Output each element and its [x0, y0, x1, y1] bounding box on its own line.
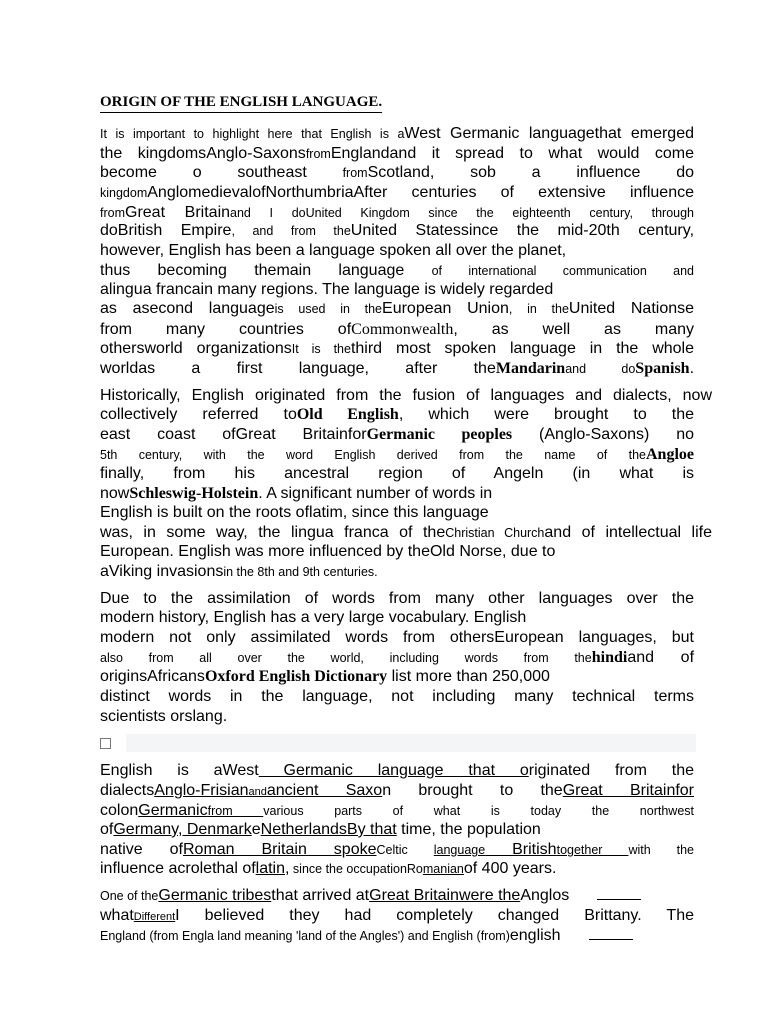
text-segment: Great Britainfor [235, 426, 367, 443]
text-segment: European. English was more influenced by theOld Norse, due to [100, 543, 556, 560]
text-segment: latin, [255, 860, 290, 877]
text-segment: modern history, English has a very large vocabulary. English [100, 609, 527, 626]
text-segment: from [342, 166, 368, 180]
text-segment: kingdom [100, 186, 148, 200]
text-segment: United Nationse [568, 300, 695, 317]
text-segment: worldas a first language, after the [100, 360, 496, 377]
text-line [100, 820, 694, 840]
text-line [100, 562, 694, 582]
text-line [100, 405, 694, 425]
text-segment: now [100, 485, 130, 502]
text-segment: and of [627, 649, 695, 666]
text-segment: Great Britain [369, 887, 459, 904]
text-segment: Ro [406, 862, 423, 876]
text-segment: in the 8th and 9th centuries. [223, 565, 378, 579]
text-line [100, 241, 694, 261]
text-segment: from [305, 147, 331, 161]
text-segment: from [100, 206, 125, 220]
text-segment: Germany, Denmark [113, 821, 252, 838]
text-segment: influence acrolethal of [100, 860, 256, 877]
text-segment: alingua francain many regions. The language is widely regarded [100, 281, 554, 298]
text-line [100, 648, 694, 668]
text-line [100, 589, 694, 609]
text-line [100, 608, 694, 628]
text-segment: Germanic tribes [158, 887, 272, 904]
text-segment: and of intellectual life [544, 524, 713, 541]
text-line [100, 761, 694, 781]
text-segment: Roman Britain spoke [182, 841, 377, 858]
text-segment: . A significant number of words in [258, 485, 493, 502]
text-segment: language [433, 843, 486, 857]
text-segment: England (from Engla land meaning 'land of the Angles') and English (from) [100, 929, 510, 943]
text-segment: Commonwealth [351, 321, 454, 338]
text-segment: also from all over the world, including words from the [100, 651, 592, 665]
text-segment: One of the [100, 889, 159, 903]
text-segment: that arrived at [271, 887, 370, 904]
text-segment: Old English [296, 406, 399, 423]
text-segment: (Anglo-Saxons) no [512, 426, 695, 443]
text-segment: Spanish [635, 360, 690, 377]
text-segment: English is aWest [100, 762, 259, 779]
text-line [100, 320, 694, 340]
text-line [100, 687, 694, 707]
text-segment: , which were brought to the [398, 406, 695, 423]
text-segment: It is the [291, 342, 351, 356]
text-segment: Historically, English originated from the fusion of languages and dialects, now [100, 387, 712, 404]
text-line [100, 523, 712, 543]
text-segment: n brought to the [382, 782, 563, 799]
text-segment: from [207, 804, 264, 818]
text-line [100, 280, 694, 300]
text-segment: NetherlandsBy that [260, 821, 397, 838]
text-line [100, 667, 694, 687]
text-segment: modern not only assimilated words from others [100, 629, 495, 646]
text-segment: ancient Saxo [266, 782, 383, 799]
text-segment: Viking invasions [108, 563, 224, 580]
text-segment: Oxford English Dictionary [204, 668, 388, 685]
text-line [100, 801, 694, 821]
text-segment: , as well as many [453, 321, 694, 338]
text-segment: and [248, 786, 267, 798]
text-segment: . [689, 360, 695, 377]
text-segment: since the occupation [289, 862, 407, 876]
text-segment: colon [100, 802, 139, 819]
text-segment: Anglos [520, 887, 570, 904]
text-segment: Due to the assimilation of words from many other languages over the [100, 590, 694, 607]
text-line [100, 359, 694, 379]
text-segment: a [100, 563, 109, 580]
document-title: ORIGIN OF THE ENGLISH LANGUAGE. [100, 94, 382, 113]
text-segment: , but [652, 629, 694, 646]
text-segment: manian [422, 862, 464, 876]
text-segment: third most spoken language in the whole [350, 340, 695, 357]
text-line [100, 484, 694, 504]
text-segment: and do [565, 362, 636, 376]
text-segment: with the [628, 843, 695, 857]
text-segment: othersworld organizations [100, 340, 292, 357]
text-line [100, 183, 694, 203]
text-segment: native of [100, 841, 183, 858]
text-line [100, 425, 694, 445]
text-segment: West Germanic languagethat emerged [404, 125, 694, 142]
text-segment: English is built on the roots oflatim, since this language [100, 504, 489, 521]
fill-in-blank [589, 927, 633, 940]
text-line [100, 203, 694, 223]
text-line [100, 840, 694, 860]
text-segment: the kingdoms [100, 145, 207, 162]
text-segment: It is important to highlight here that English is a [100, 127, 405, 141]
text-segment: Germanic peoples [366, 426, 513, 443]
text-line [100, 261, 694, 281]
text-segment: become o southeast [100, 164, 343, 181]
text-line [100, 445, 694, 465]
fill-in-blank [597, 887, 641, 900]
checkbox[interactable] [100, 738, 111, 749]
text-line [100, 781, 694, 801]
text-segment: collectively referred to [100, 406, 297, 423]
text-segment: Anglo-Saxons [206, 145, 306, 162]
text-segment: Celtic [376, 843, 434, 857]
text-line [100, 163, 694, 183]
text-segment: east coast of [100, 426, 236, 443]
text-segment: scientists orslang. [100, 708, 228, 725]
text-segment: doBritish Empire [100, 222, 232, 239]
text-line [100, 299, 694, 319]
text-line [100, 124, 694, 144]
text-segment: distinct words in the language, not including many technical terms [100, 688, 694, 705]
text-line [100, 221, 694, 241]
text-segment: Germanic language that o [258, 762, 529, 779]
text-segment: of international communication and [431, 264, 694, 278]
text-segment: European languages [494, 629, 653, 646]
text-segment: 5th century, with the word English derived from the name of the [100, 448, 646, 462]
text-segment: english [509, 927, 561, 944]
text-line [100, 707, 694, 727]
text-segment: Different [133, 911, 176, 923]
text-line [100, 859, 694, 879]
text-segment: Germanic [138, 802, 208, 819]
text-line [100, 464, 694, 484]
text-segment: as asecond language [100, 300, 275, 317]
text-segment: I believed they had completely changed Brittany. The [175, 907, 694, 924]
text-line [100, 542, 694, 562]
text-segment: thus becoming themain language [100, 262, 432, 279]
text-segment: Anglo-Frisian [154, 782, 249, 799]
text-segment: European Union [382, 300, 509, 317]
text-line [100, 386, 712, 406]
empty-field-band [126, 734, 696, 752]
text-segment: hindi [591, 649, 628, 666]
text-segment: together [556, 843, 629, 857]
text-line [100, 503, 694, 523]
text-segment: is used in the [274, 302, 383, 316]
text-segment: Mandarin [495, 360, 566, 377]
text-segment: , in the [508, 302, 569, 316]
text-segment: Englandand it spread to what would come [330, 145, 694, 162]
text-segment: Angloe [646, 446, 694, 463]
text-segment: originsAfricans [100, 668, 205, 685]
text-segment: British [485, 841, 557, 858]
text-line [100, 906, 694, 926]
text-segment: Christian Church [445, 526, 545, 540]
text-segment: what [100, 907, 134, 924]
text-line [100, 628, 694, 648]
text-segment: from many countries of [100, 321, 352, 338]
text-segment: Great Britain [125, 204, 231, 221]
text-line [100, 339, 694, 359]
text-segment: was, in some way, the lingua franca of the [100, 524, 446, 541]
text-segment: of [100, 821, 114, 838]
text-segment: Schleswig-Holstein [129, 485, 259, 502]
text-line [100, 886, 694, 906]
text-segment: of 400 years. [463, 860, 557, 877]
text-segment: AnglomedievalofNorthumbriaAfter centuries of extensive influence [147, 184, 694, 201]
text-segment: Great Britainfor [562, 782, 695, 799]
text-segment: were the [458, 887, 521, 904]
text-segment: dialects [100, 782, 155, 799]
text-segment: e [251, 821, 261, 838]
text-segment: Scotland, sob a influence do [367, 164, 694, 181]
text-segment: however, English has been a language spoken all over the planet, [100, 242, 567, 259]
text-segment: United Statessince the mid-20th century, [350, 222, 695, 239]
text-segment: , and from the [231, 224, 351, 238]
text-segment: and I doUnited Kingdom since the eighteenth century, through [230, 206, 694, 220]
text-segment: various parts of what is today the northwest [263, 804, 694, 818]
text-segment: riginated from the [528, 762, 694, 779]
text-segment: finally, from his ancestral region of Angeln (in what is [100, 465, 694, 482]
text-line [100, 926, 694, 946]
text-line [100, 144, 694, 164]
text-segment: list more than 250,000 [387, 668, 550, 685]
text-segment: time, the population [396, 821, 541, 838]
